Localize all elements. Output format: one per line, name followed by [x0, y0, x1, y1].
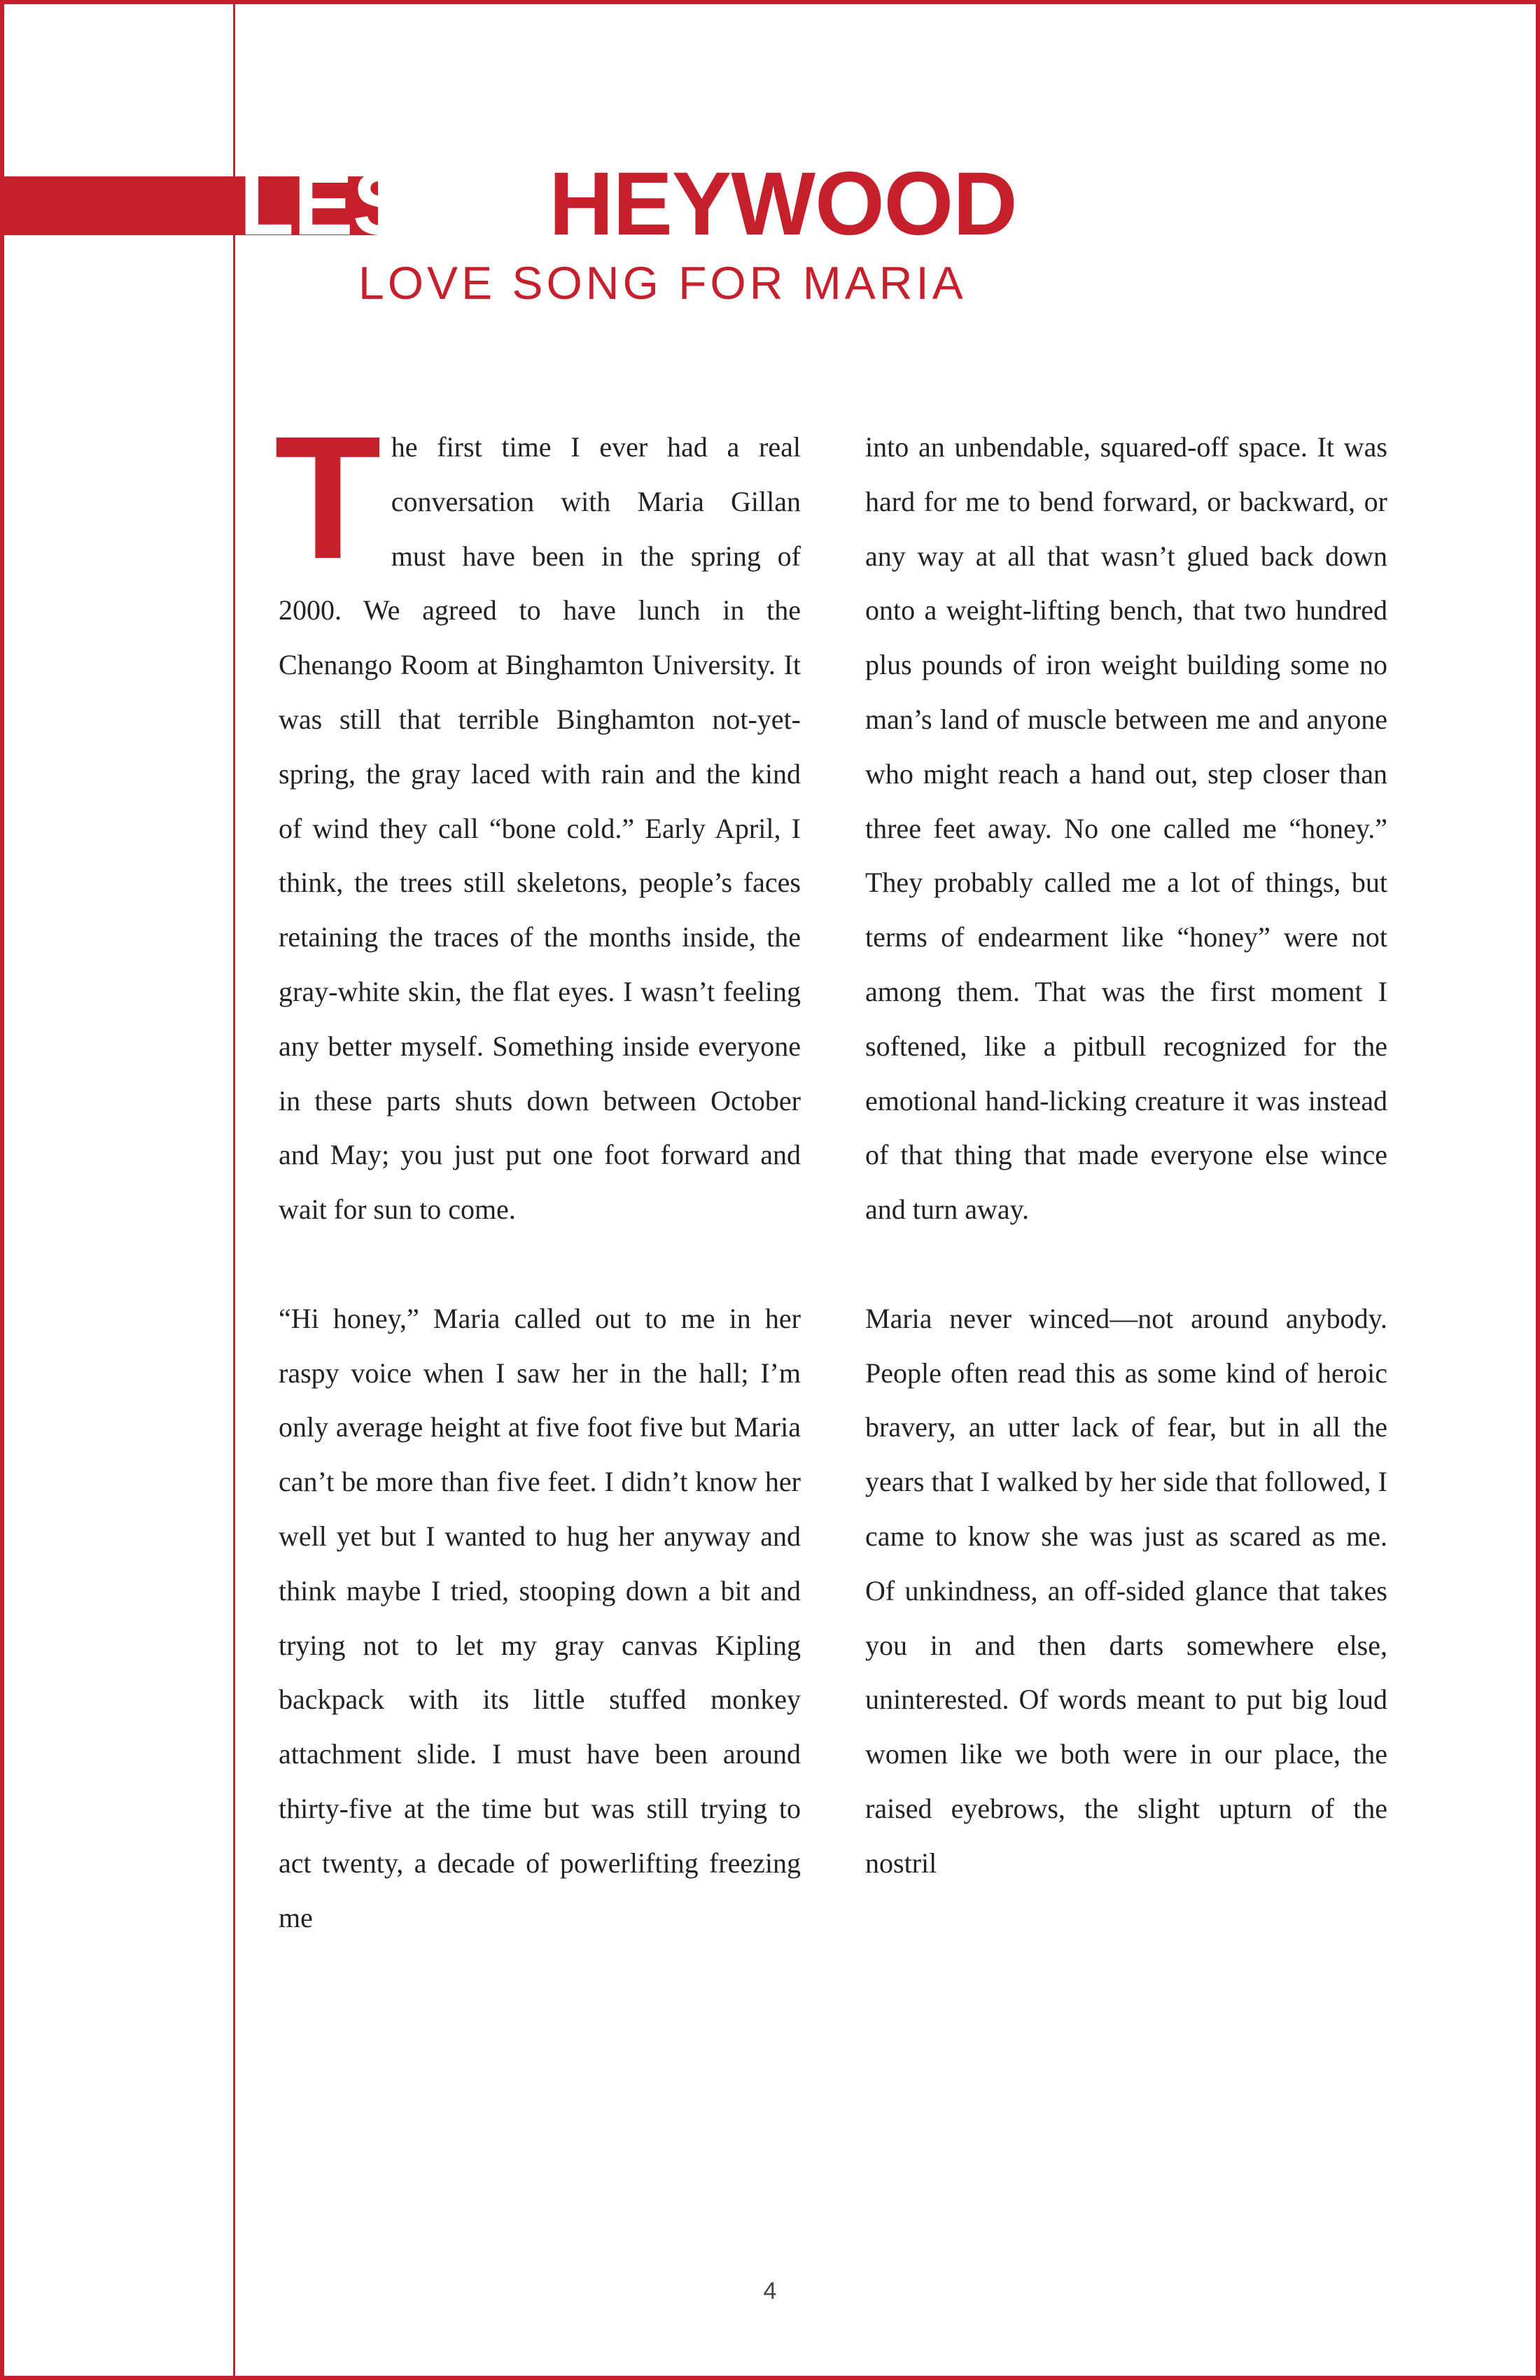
paragraph-1-text: he first time I ever had a real conversation with Maria Gillan must have been in the spring of 2000. We agreed to have lunch in the Chenango Room at Binghamton University. It was still that terrible Binghamton not-yet-spring, the gray laced with rain and the kind of wind they call “bone cold.” Early April, I think, the trees still skeletons, people’s faces retaining the traces of the months inside, the gray-white skin, the flat eyes. I wasn’t feeling any better myself. Something inside everyone in these parts shuts down between October and May; you just put one foot forward and wait for sun to come. — [279, 431, 801, 1226]
piece-title: LOVE SONG FOR MARIA — [358, 257, 967, 309]
author-name — [239, 155, 1017, 253]
paragraph-2: “Hi honey,” Maria called out to me in her raspy voice when I saw her in the hall; I’m only average height at five foot five but Maria can’t be more than five feet. I didn’t know her well yet but I wanted to hug her anyway and think maybe I tried, stooping down a bit and trying not to let my gray canvas Kipling backpack with its little stuffed monkey attachment slide. I must have been around thirty-five at the time but was still trying to act twenty, a decade of powerlifting freezing me — [279, 1302, 801, 1933]
left-column — [274, 400, 801, 1945]
author-first-name: LESLIE — [239, 154, 550, 254]
paragraph-3: into an unbendable, squared-off space. It was hard for me to bend forward, or backward, or any way at all that wasn’t glued back down onto a weight-lifting bench, that two hundred plus pounds of iron weight building some no man’s land of muscle between me and anyone who might reach a hand out, step closer than three feet away. No one called me “honey.” They probably called me a lot of things, but terms of endearment like “honey” were not among them. That was the first moment I softened, like a pitbull recognized for the emotional hand-licking creature it was instead of that thing that made everyone else wince and turn away. — [865, 431, 1387, 1226]
drop-cap: T — [274, 400, 382, 595]
author-last-name: HEYWOOD — [549, 154, 1017, 254]
right-column — [865, 420, 1387, 1891]
paragraph-1 — [274, 400, 801, 1237]
paragraph-4: Maria never winced—not around anybody. People often read this as some kind of heroic bravery, an utter lack of fear, but in all the years that I walked by her side that followed, I came to know she was just as scared as me. Of unkindness, an off-sided glance that takes you in and then darts somewhere else, uninterested. Of words meant to put big loud women like we both were in our place, the raised eyebrows, the slight upturn of the nostril — [865, 1302, 1387, 1879]
page-number: 4 — [763, 2278, 777, 2304]
margin-rule — [233, 0, 235, 2380]
